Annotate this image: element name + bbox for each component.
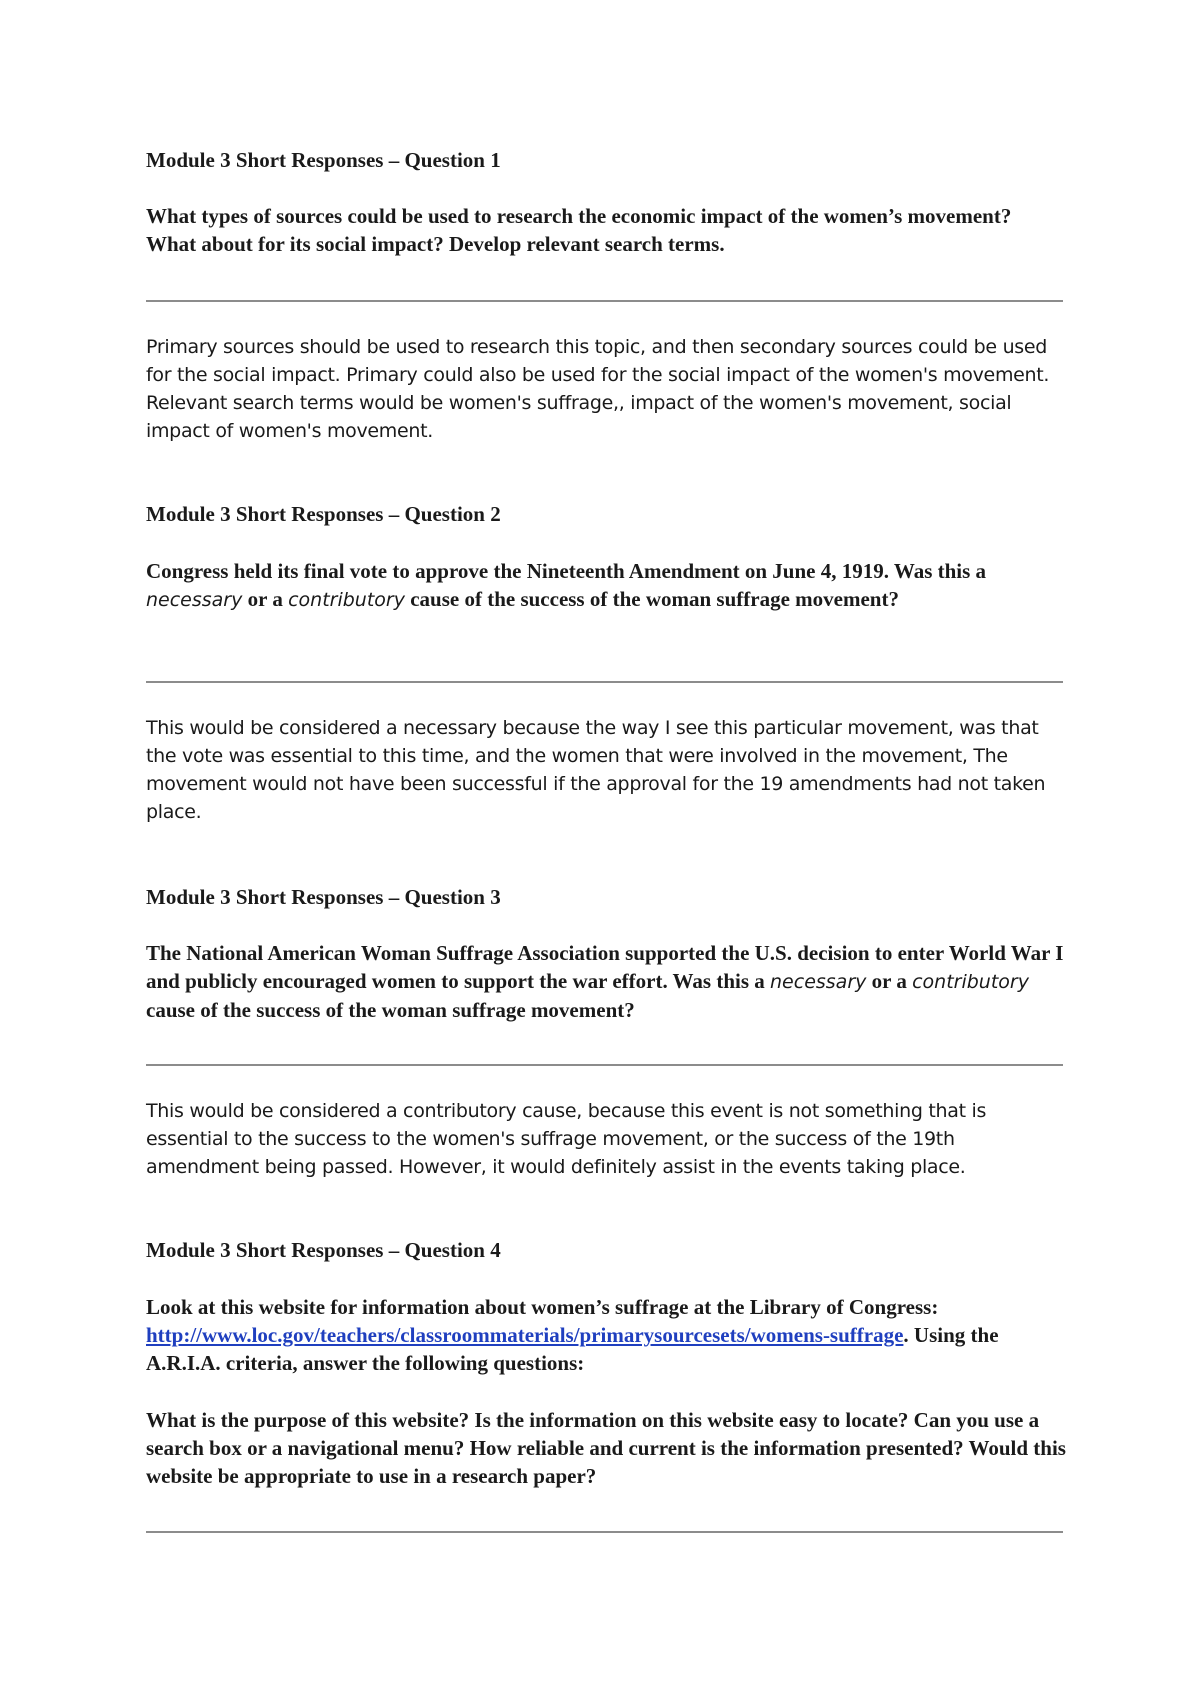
section-2-question bbox=[146, 557, 1066, 614]
section-4-heading: Module 3 Short Responses – Question 4 bbox=[146, 1238, 501, 1262]
section-3-question bbox=[146, 939, 1066, 1024]
section-3-divider bbox=[146, 1064, 1063, 1066]
question-emphasis-contributory: contributory bbox=[288, 589, 405, 611]
question-text: or a bbox=[242, 587, 289, 611]
question-text: cause of the success of the woman suffrage movement? bbox=[404, 587, 899, 611]
section-1-question: What types of sources could be used to research the economic impact of the women’s movement? What about for its social impact? Develop relevant search terms. bbox=[146, 204, 1012, 256]
section-1-answer: Primary sources should be used to research this topic, and then secondary sources could be used for the social impact. Primary could also be used for the social impact of the women's movement. Relevant search terms would be women's suffrage,, impact of the women's movement, social impact of women's movement. bbox=[146, 336, 1050, 442]
question-text: cause of the success of the woman suffrage movement? bbox=[146, 998, 635, 1022]
question-text: Look at this website for information about women’s suffrage at the Library of Congress: bbox=[146, 1295, 939, 1319]
question-emphasis-necessary: necessary bbox=[146, 589, 243, 611]
question-text: or a bbox=[866, 969, 913, 993]
section-4-question bbox=[146, 1293, 1066, 1377]
section-2-heading: Module 3 Short Responses – Question 2 bbox=[146, 502, 501, 526]
section-4-question-followup: What is the purpose of this website? Is the information on this website easy to locate? Can you use a search box or a navigational menu? How reliable and current is the information presented? Would this website be appropriate to use in a research paper? bbox=[146, 1408, 1066, 1488]
section-2-divider bbox=[146, 681, 1063, 683]
section-1-divider bbox=[146, 300, 1063, 302]
question-text: . Using the A.R.I.A. criteria, answer the following questions: bbox=[146, 1323, 999, 1375]
question-emphasis-contributory: contributory bbox=[912, 971, 1029, 993]
loc-website-link[interactable]: http://www.loc.gov/teachers/classroommaterials/primarysourcesets/womens-suffrage bbox=[146, 1323, 904, 1347]
question-text: The National American Woman Suffrage Association supported the U.S. decision to enter World War I and publicly encouraged women to support the war effort. Was this a bbox=[146, 941, 1064, 993]
section-4-divider bbox=[146, 1531, 1063, 1533]
section-1-heading: Module 3 Short Responses – Question 1 bbox=[146, 148, 501, 172]
section-2-answer: This would be considered a necessary because the way I see this particular movement, was that the vote was essential to this time, and the women that were involved in the movement, The movement would not have been successful if the approval for the 19 amendments had not taken place. bbox=[146, 717, 1046, 823]
question-text: Congress held its final vote to approve the Nineteenth Amendment on June 4, 1919. Was this a bbox=[146, 559, 987, 583]
section-3-answer: This would be considered a contributory cause, because this event is not something that is essential to the success to the women's suffrage movement, or the success of the 19th amendment being passed. However, it would definitely assist in the events taking place. bbox=[146, 1100, 987, 1178]
question-emphasis-necessary: necessary bbox=[770, 971, 867, 993]
section-3-heading: Module 3 Short Responses – Question 3 bbox=[146, 885, 501, 909]
